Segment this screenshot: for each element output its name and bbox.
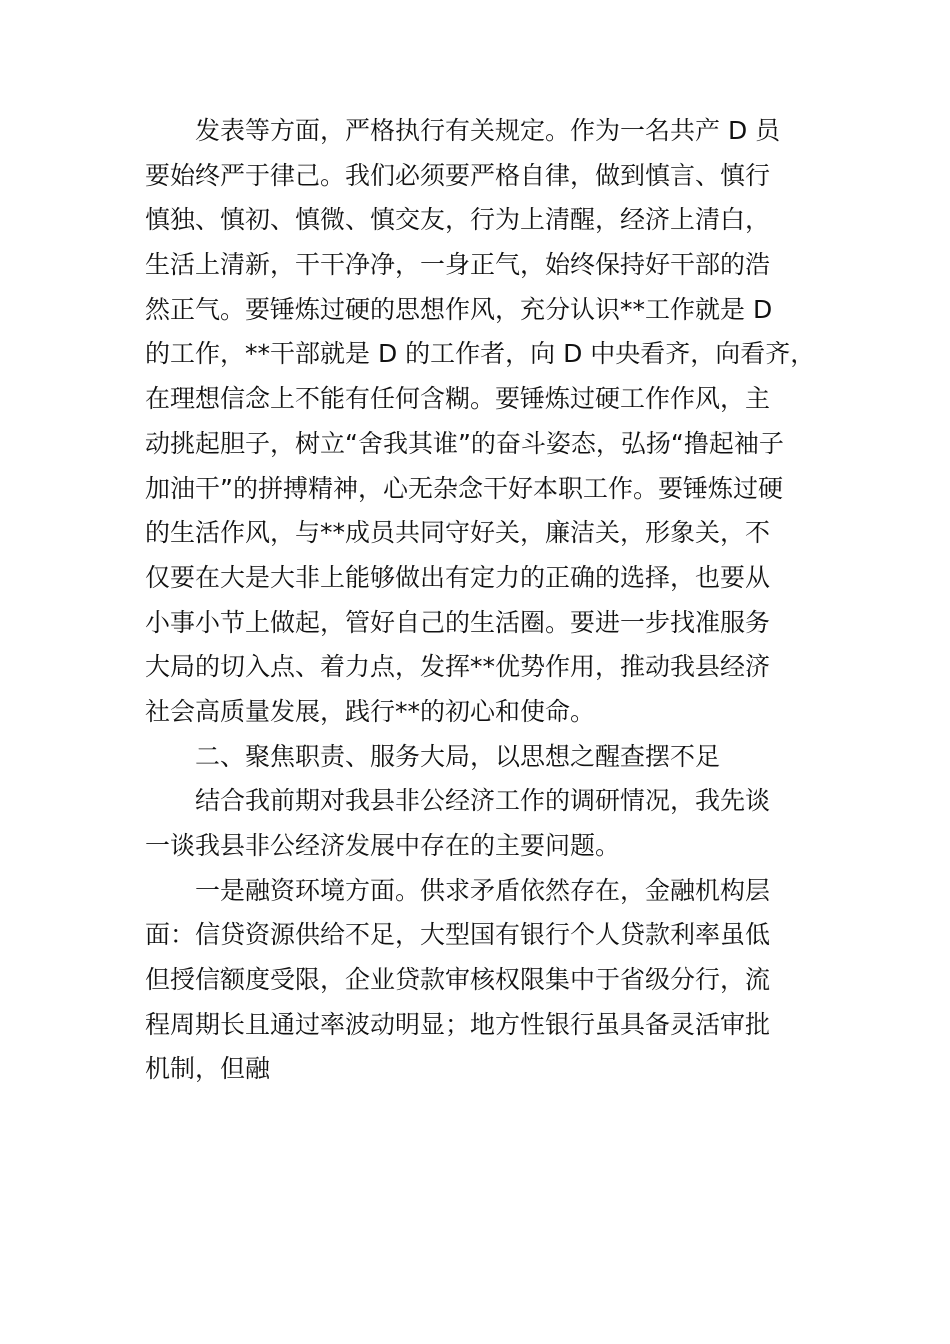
- text-line: 面：信贷资源供给不足，大型国有银行个人贷款利率虽低: [145, 920, 771, 950]
- text-line: 在理想信念上不能有任何含糊。要锤炼过硬工作作风，主: [145, 384, 771, 414]
- text-line: 小事小节上做起，管好自己的生活圈。要进一步找准服务: [145, 607, 771, 637]
- text-line: 慎独、慎初、慎微、慎交友，行为上清醒，经济上清白，: [145, 205, 771, 235]
- text-line: 机制，但融: [145, 1054, 271, 1084]
- text-line: 大局的切入点、着力点，发挥**优势作用，推动我县经济: [145, 652, 771, 682]
- text-line: 社会高质量发展，践行**的初心和使命。: [145, 696, 596, 726]
- text-line: 发表等方面，严格执行有关规定。作为一名共产 D 员: [195, 116, 781, 145]
- text-line: 但授信额度受限，企业贷款审核权限集中于省级分行，流: [145, 965, 771, 995]
- text-line: 程周期长且通过率波动明显；地方性银行虽具备灵活审批: [145, 1009, 771, 1039]
- text-line: 一谈我县非公经济发展中存在的主要问题。: [145, 831, 621, 860]
- text-line: 加油干”的拼搏精神，心无杂念干好本职工作。要锤炼过硬: [145, 473, 783, 503]
- text-line: 一是融资环境方面。供求矛盾依然存在，金融机构层: [195, 875, 771, 905]
- section-heading: 二、聚焦职责、服务大局，以思想之醒查摆不足: [195, 741, 721, 771]
- text-line: 要始终严于律己。我们必须要严格自律，做到慎言、慎行: [145, 160, 771, 190]
- text-line: 的生活作风，与**成员共同守好关，廉洁关，形象关，不: [145, 518, 771, 548]
- text-line: 生活上清新，干干净净，一身正气，始终保持好干部的浩: [145, 250, 771, 280]
- text-line: 结合我前期对我县非公经济工作的调研情况，我先谈: [195, 786, 771, 816]
- body-text: [145, 109, 845, 1092]
- text-line: 仅要在大是大非上能够做出有定力的正确的选择，也要从: [145, 562, 771, 592]
- text-line: 然正气。要锤炼过硬的思想作风，充分认识**工作就是 D: [145, 294, 773, 324]
- text-line: 的工作，**干部就是 D 的工作者，向 D 中央看齐，向看齐，: [145, 339, 816, 369]
- text-line: 动挑起胆子，树立“舍我其谁”的奋斗姿态，弘扬“撸起袖子: [145, 428, 784, 458]
